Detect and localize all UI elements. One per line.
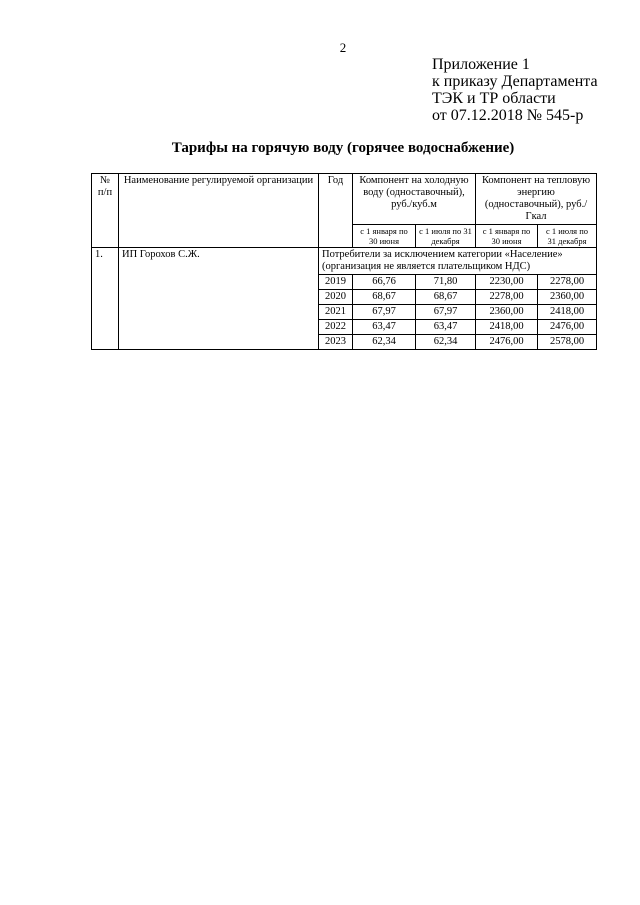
- year-cell: 2020: [319, 290, 353, 305]
- page-number: 2: [339, 40, 347, 55]
- annex-block: [432, 56, 598, 124]
- thermal-period-1: 2418,00: [476, 320, 538, 335]
- thermal-period-1: 2360,00: [476, 305, 538, 320]
- header-cw-period-2: с 1 июля по 31 декабря: [416, 225, 476, 248]
- header-number: № п/п: [92, 174, 119, 248]
- header-thermal: Компонент на тепловую энергию (одноставочный), руб./Гкал: [476, 174, 597, 225]
- cold-water-period-1: 68,67: [353, 290, 416, 305]
- row-number: 1.: [92, 248, 119, 350]
- thermal-period-1: 2230,00: [476, 275, 538, 290]
- annex-line-4: от 07.12.2018 № 545-р: [432, 107, 584, 124]
- year-cell: 2023: [319, 335, 353, 350]
- thermal-period-2: 2578,00: [538, 335, 597, 350]
- cold-water-period-2: 71,80: [416, 275, 476, 290]
- thermal-period-2: 2360,00: [538, 290, 597, 305]
- thermal-period-1: 2476,00: [476, 335, 538, 350]
- cold-water-period-1: 67,97: [353, 305, 416, 320]
- thermal-period-2: 2278,00: [538, 275, 597, 290]
- organization-name: ИП Горохов С.Ж.: [119, 248, 319, 350]
- header-cw-period-1: с 1 января по 30 июня: [353, 225, 416, 248]
- annex-line-1: Приложение 1: [432, 56, 530, 73]
- header-th-period-2: с 1 июля по 31 декабря: [538, 225, 597, 248]
- year-cell: 2019: [319, 275, 353, 290]
- cold-water-period-1: 62,34: [353, 335, 416, 350]
- year-cell: 2022: [319, 320, 353, 335]
- header-year: Год: [319, 174, 353, 248]
- header-row: [92, 174, 597, 225]
- document-title: Тарифы на горячую воду (горячее водоснабжение): [171, 140, 515, 156]
- tariff-table: [91, 173, 597, 350]
- cold-water-period-1: 66,76: [353, 275, 416, 290]
- annex-line-3: ТЭК и ТР области: [432, 90, 556, 107]
- header-th-period-1: с 1 января по 30 июня: [476, 225, 538, 248]
- thermal-period-2: 2418,00: [538, 305, 597, 320]
- cold-water-period-2: 63,47: [416, 320, 476, 335]
- thermal-period-1: 2278,00: [476, 290, 538, 305]
- header-organization: Наименование регулируемой организации: [119, 174, 319, 248]
- cold-water-period-1: 63,47: [353, 320, 416, 335]
- thermal-period-2: 2476,00: [538, 320, 597, 335]
- cold-water-period-2: 68,67: [416, 290, 476, 305]
- table-row: [92, 248, 597, 275]
- consumer-note: Потребители за исключением категории «Население» (организация не является плательщиком НДС): [319, 248, 597, 275]
- year-cell: 2021: [319, 305, 353, 320]
- cold-water-period-2: 62,34: [416, 335, 476, 350]
- annex-line-2: к приказу Департамента: [432, 73, 598, 90]
- header-cold-water: Компонент на холодную воду (одноставочный), руб./куб.м: [353, 174, 476, 225]
- cold-water-period-2: 67,97: [416, 305, 476, 320]
